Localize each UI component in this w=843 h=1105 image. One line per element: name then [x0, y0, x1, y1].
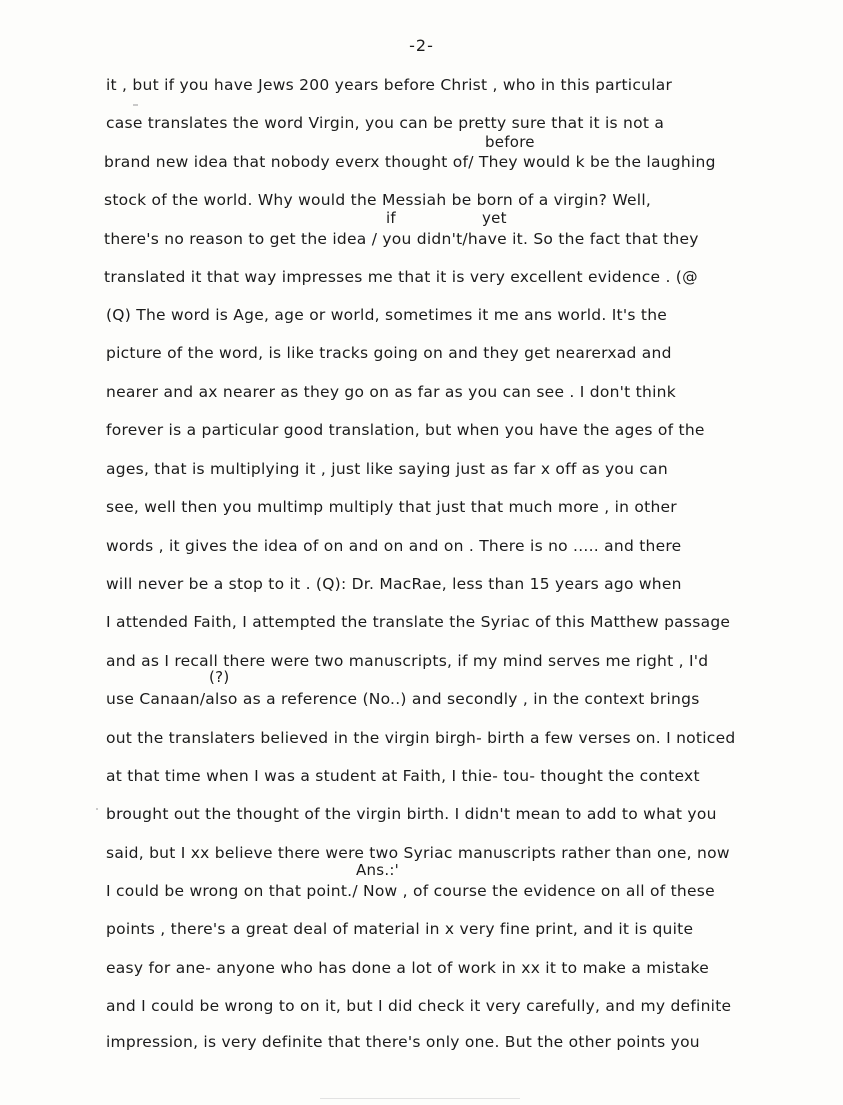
text-line: there's no reason to get the idea / you didn't/have it. So the fact that they [104, 230, 699, 248]
text-line: and as I recall there were two manuscripts, if my mind serves me right , I'd [106, 652, 709, 670]
text-line: and I could be wrong to on it, but I did check it very carefully, and my definite [106, 997, 732, 1015]
text-line: said, but I xx believe there were two Syriac manuscripts rather than one, now [106, 844, 730, 862]
text-line: nearer and ax nearer as they go on as far as you can see . I don't think [106, 383, 676, 401]
text-line: case translates the word Virgin, you can be pretty sure that it is not a [106, 114, 665, 132]
text-line: (Q) The word is Age, age or world, sometimes it me ans world. It's the [106, 306, 668, 324]
text-line: will never be a stop to it . (Q): Dr. MacRae, less than 15 years ago when [106, 575, 682, 593]
scan-speck [96, 808, 98, 810]
interlinear-insertion-if: if [386, 209, 396, 227]
scan-speck [320, 1098, 520, 1099]
interlinear-insertion-before: before [485, 133, 535, 151]
interlinear-insertion-yet: yet [482, 209, 507, 227]
text-line: impression, is very definite that there's only one. But the other points you [106, 1033, 700, 1051]
text-line: it , but if you have Jews 200 years before Christ , who in this particular [106, 76, 673, 94]
page-number: -2- [409, 36, 434, 55]
text-line: out the translaters believed in the virgin birgh- birth a few verses on. I noticed [106, 729, 736, 747]
text-line: points , there's a great deal of material in x very fine print, and it is quite [106, 920, 694, 938]
text-line: translated it that way impresses me that it is very excellent evidence . (@ [104, 268, 698, 286]
text-line: use Canaan/also as a reference (No..) and secondly , in the context brings [106, 690, 700, 708]
text-line: see, well then you multimp multiply that just that much more , in other [106, 498, 677, 516]
text-line: picture of the word, is like tracks going on and they get nearerxad and [106, 344, 672, 362]
text-line: forever is a particular good translation, but when you have the ages of the [106, 421, 705, 439]
text-line: easy for ane- anyone who has done a lot of work in xx it to make a mistake [106, 959, 710, 977]
text-line: I could be wrong on that point./ Now , of course the evidence on all of these [106, 882, 715, 900]
text-line: I attended Faith, I attempted the translate the Syriac of this Matthew passage [106, 613, 731, 631]
text-line: brought out the thought of the virgin birth. I didn't mean to add to what you [106, 805, 717, 823]
text-line: ages, that is multiplying it , just like saying just as far x off as you can [106, 460, 668, 478]
text-line: at that time when I was a student at Faith, I thie- tou- thought the context [106, 767, 700, 785]
scan-speck [133, 104, 138, 106]
text-line: brand new idea that nobody everx thought of/ They would k be the laughing [104, 153, 716, 171]
interlinear-insertion-query: (?) [209, 668, 230, 686]
text-line: words , it gives the idea of on and on and on . There is no ..... and there [106, 537, 682, 555]
text-line: stock of the world. Why would the Messiah be born of a virgin? Well, [104, 191, 652, 209]
interlinear-insertion-ans: Ans.:' [356, 861, 400, 879]
